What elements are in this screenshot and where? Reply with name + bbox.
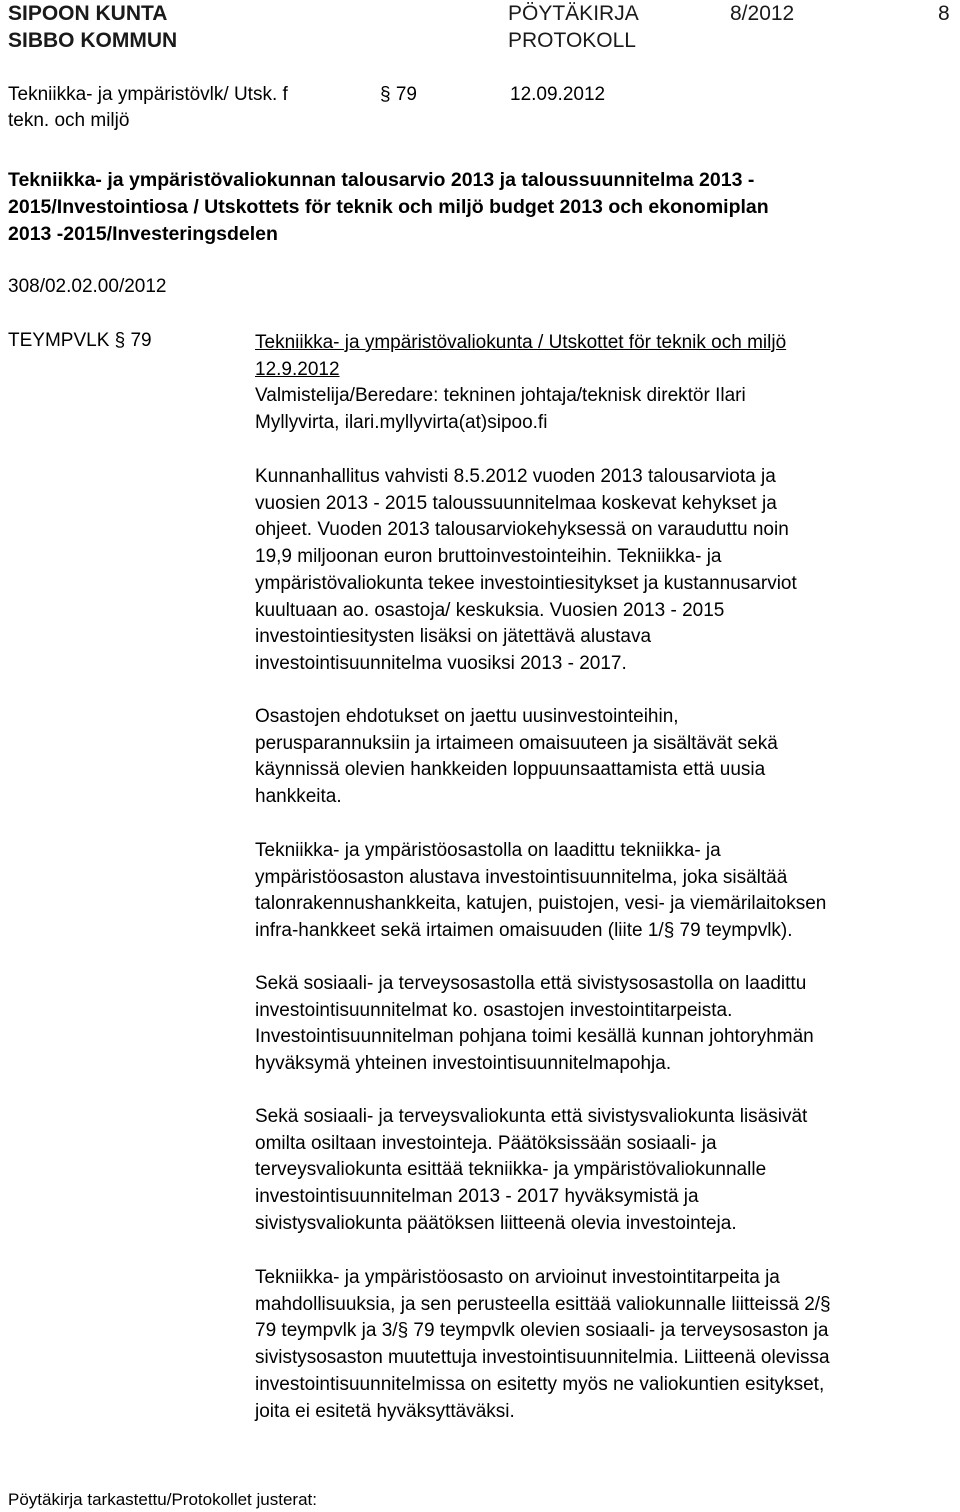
- footer-verification: Pöytäkirja tarkastettu/Protokollet justerat:: [8, 1490, 317, 1509]
- meeting-date: 12.09.2012: [510, 84, 606, 105]
- paragraph-5: [255, 1104, 955, 1238]
- item-title-line: 2015/Investointiosa / Utskottets för teknik och miljö budget 2013 och ekonomiplan: [8, 196, 769, 218]
- text-line: investointisuunnitelma vuosiksi 2013 - 2017.: [255, 652, 627, 674]
- paragraph-1: [255, 464, 955, 678]
- text-line: investointisuunnitelman 2013 - 2017 hyväksymistä ja: [255, 1186, 699, 1208]
- page-number: 8: [938, 2, 950, 25]
- text-line: joita ei esitetä hyväksyttäväksi.: [255, 1400, 515, 1422]
- text-line: Sekä sosiaali- ja terveysvaliokunta että sivistysvaliokunta lisäsivät: [255, 1106, 808, 1127]
- paragraph-6: [255, 1265, 955, 1425]
- text-line: vuosien 2013 - 2015 taloussuunnitelmaa koskevat kehykset ja: [255, 492, 777, 514]
- text-line: Osastojen ehdotukset on jaettu uusinvestointeihin,: [255, 706, 679, 727]
- item-title: [8, 167, 948, 248]
- text-line: sivistysvaliokunta päätöksen liitteenä olevia investointeja.: [255, 1212, 737, 1234]
- committee-block: [255, 330, 955, 437]
- text-line: Sekä sosiaali- ja terveysosastolla että sivistysosastolla on laadittu: [255, 973, 807, 994]
- committee-line: Tekniikka- ja ympäristövaliokunta / Utskottet för teknik och miljö: [255, 332, 787, 353]
- reference-number: 308/02.02.00/2012: [8, 276, 167, 297]
- text-line: ympäristövaliokunta tekee investointiesitykset ja kustannusarviot: [255, 572, 797, 594]
- preparer-line: Myllyvirta, ilari.myllyvirta(at)sipoo.fi: [255, 412, 548, 434]
- paragraph-3: [255, 838, 955, 945]
- doc-type-fi: PÖYTÄKIRJA: [508, 2, 639, 25]
- committee-sv: tekn. och miljö: [8, 110, 130, 131]
- text-line: terveysvaliokunta esittää tekniikka- ja ympäristövaliokunnalle: [255, 1159, 767, 1181]
- text-line: perusparannuksiin ja irtaimeen omaisuuteen ja sisältävät sekä: [255, 732, 778, 754]
- committee-fi: Tekniikka- ja ympäristövlk/ Utsk. f: [8, 84, 288, 105]
- text-line: Tekniikka- ja ympäristöosastolla on laadittu tekniikka- ja: [255, 840, 721, 861]
- paragraph-4: [255, 971, 955, 1078]
- text-line: 19,9 miljoonan euron bruttoinvestointeihin. Tekniikka- ja: [255, 546, 722, 568]
- committee-meeting-date: 12.9.2012: [255, 358, 340, 380]
- paragraph-2: [255, 704, 955, 811]
- section-number: 79: [395, 84, 417, 105]
- text-line: ympäristöosaston alustava investointisuunnitelma, joka sisältää: [255, 866, 788, 888]
- text-line: investointisuunnitelmissa on esitetty myös ne valiokuntien esitykset,: [255, 1373, 825, 1395]
- text-line: kuultuaan ao. osastoja/ keskuksia. Vuosien 2013 - 2015: [255, 599, 725, 621]
- text-line: investointiesitysten lisäksi on jätettävä alustava: [255, 626, 652, 648]
- text-line: hankkeita.: [255, 786, 342, 808]
- section-ref: § 79: [380, 84, 417, 105]
- text-line: infra-hankkeet sekä irtaimen omaisuuden (liite 1/§ 79 teympvlk).: [255, 920, 793, 942]
- text-line: mahdollisuuksia, ja sen perusteella esittää valiokunnalle liitteissä 2/§: [255, 1293, 831, 1315]
- text-line: käynnissä olevien hankkeiden loppuunsaattamista että uusia: [255, 759, 766, 781]
- doc-number: 8/2012: [730, 2, 795, 25]
- text-line: Investointisuunnitelman pohjana toimi kesällä kunnan johtoryhmän: [255, 1026, 814, 1048]
- text-line: talonrakennushankkeita, katujen, puistojen, vesi- ja viemärilaitoksen: [255, 893, 827, 915]
- text-line: 79 teympvlk ja 3/§ 79 teympvlk olevien sosiaali- ja terveysosaston ja: [255, 1320, 829, 1342]
- preparer-line: Valmistelija/Beredare: tekninen johtaja/teknisk direktör Ilari: [255, 385, 746, 407]
- doc-type-sv: PROTOKOLL: [508, 29, 636, 52]
- text-line: Kunnanhallitus vahvisti 8.5.2012 vuoden 2013 talousarviota ja: [255, 466, 776, 487]
- item-title-line: Tekniikka- ja ympäristövaliokunnan talousarvio 2013 ja taloussuunnitelma 2013 -: [8, 169, 755, 191]
- text-line: omilta osiltaan investointeja. Päätöksissään sosiaali- ja: [255, 1132, 717, 1154]
- section-label: TEYMPVLK § 79: [8, 330, 152, 351]
- text-line: investointisuunnitelmat ko. osastojen investointitarpeista.: [255, 999, 733, 1021]
- text-line: ohjeet. Vuoden 2013 talousarviokehyksessä on varauduttu noin: [255, 519, 789, 541]
- text-line: sivistysosaston muutettuja investointisuunnitelmia. Liitteenä olevissa: [255, 1347, 830, 1369]
- org-name-fi: SIPOON KUNTA: [8, 2, 168, 25]
- text-line: Tekniikka- ja ympäristöosasto on arvioinut investointitarpeita ja: [255, 1267, 780, 1288]
- item-title-line: 2013 -2015/Investeringsdelen: [8, 223, 278, 245]
- text-line: hyväksymä yhteinen investointisuunnitelmapohja.: [255, 1053, 672, 1075]
- org-name-sv: SIBBO KOMMUN: [8, 29, 178, 52]
